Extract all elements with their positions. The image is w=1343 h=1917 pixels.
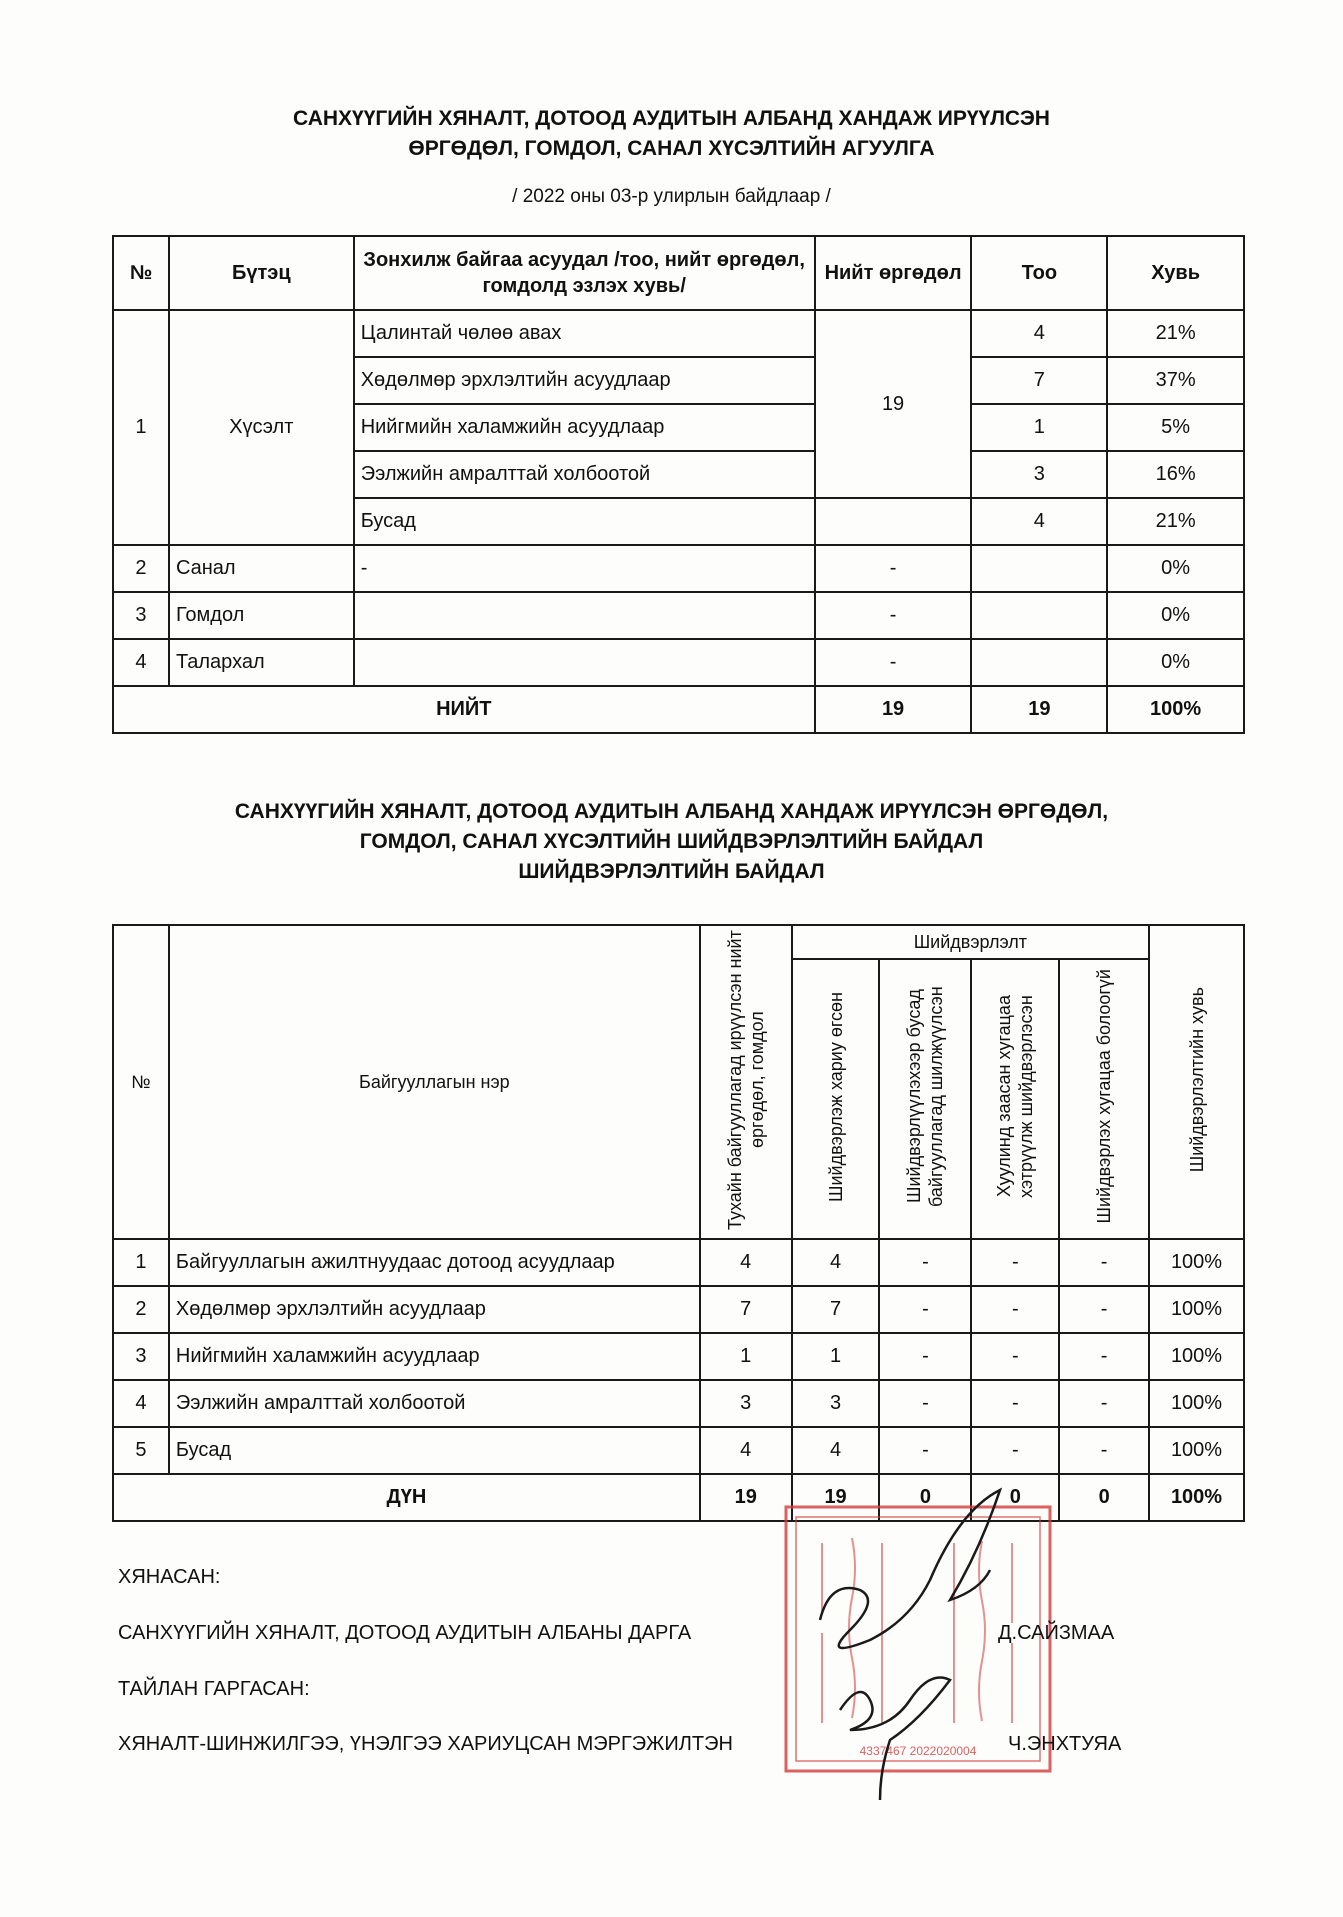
table1-count — [971, 592, 1107, 639]
report-title-2-line-3: ШИЙДВЭРЛЭЛТИЙН БАЙДАЛ — [518, 860, 825, 883]
table2-answered: 3 — [792, 1380, 880, 1427]
table2-header-rate: Шийдвэрлэлтийн хувь — [1149, 925, 1244, 1239]
table2-submitted: 4 — [700, 1239, 792, 1286]
table2-org: Ээлжийн амралттай холбоотой — [169, 1380, 700, 1427]
table1-count — [971, 545, 1107, 592]
table1-header-structure: Бүтэц — [169, 236, 354, 310]
stamp-number: 4337467 2022020004 — [859, 1744, 977, 1758]
table1-header-percent: Хувь — [1107, 236, 1244, 310]
table2-extended: - — [971, 1286, 1059, 1333]
report-title-2-line-2: ГОМДОЛ, САНАЛ ХҮСЭЛТИЙН ШИЙДВЭРЛЭЛТИЙН БАЙДАЛ — [359, 830, 984, 853]
table1-issue: Хөдөлмөр эрхлэлтийн асуудлаар — [354, 357, 815, 404]
table2-header-forwarded: Шийдвэрлүүлэхээр бусад байгууллагад шилжүүлсэн — [879, 959, 971, 1239]
table1-count — [971, 639, 1107, 686]
table1-no: 3 — [113, 592, 169, 639]
table1-percent: 21% — [1107, 498, 1244, 545]
table1-footer-count: 19 — [971, 686, 1107, 733]
table1-no: 4 — [113, 639, 169, 686]
table1-group-total: 19 — [815, 310, 972, 498]
table1-percent: 0% — [1107, 639, 1244, 686]
reviewed-label: ХЯНАСАН: — [118, 1566, 221, 1588]
table1-header-issue: Зонхилж байгаа асуудал /тоо, нийт өргөдөл, гомдолд эзлэх хувь/ — [354, 236, 815, 310]
table1-structure: Санал — [169, 545, 354, 592]
table2-answered: 4 — [792, 1239, 880, 1286]
table2-footer-extended: 0 — [971, 1474, 1059, 1521]
table1-count: 4 — [971, 310, 1107, 357]
table1-group-structure: Хүсэлт — [169, 310, 354, 545]
table1-issue — [354, 592, 815, 639]
table1-footer-row — [113, 686, 1244, 733]
table2-not-due: - — [1059, 1427, 1149, 1474]
table2-answered: 1 — [792, 1333, 880, 1380]
table1-total-empty — [815, 498, 972, 545]
table2-no: 4 — [113, 1380, 169, 1427]
report-title-1-line-1: САНХҮҮГИЙН ХЯНАЛТ, ДОТООД АУДИТЫН АЛБАНД ХАНДАЖ ИРҮҮЛСЭН — [293, 107, 1050, 130]
report-title-1 — [0, 104, 1343, 164]
table1-percent: 21% — [1107, 310, 1244, 357]
table2-rate: 100% — [1149, 1286, 1244, 1333]
table-row — [113, 1380, 1244, 1427]
table1-percent: 0% — [1107, 592, 1244, 639]
table-row — [113, 545, 1244, 592]
table2-not-due: - — [1059, 1380, 1149, 1427]
table2-forwarded: - — [879, 1239, 971, 1286]
table1-header-total: Нийт өргөдөл — [815, 236, 972, 310]
table1-percent: 37% — [1107, 357, 1244, 404]
table2-org: Хөдөлмөр эрхлэлтийн асуудлаар — [169, 1286, 700, 1333]
table2-footer-answered: 19 — [792, 1474, 880, 1521]
table2-submitted: 1 — [700, 1333, 792, 1380]
table2-extended: - — [971, 1380, 1059, 1427]
table1-structure: Талархал — [169, 639, 354, 686]
table2-answered: 7 — [792, 1286, 880, 1333]
table2-extended: - — [971, 1239, 1059, 1286]
table1-count: 1 — [971, 404, 1107, 451]
table1-footer-label: НИЙТ — [113, 686, 815, 733]
table1-group-no: 1 — [113, 310, 169, 545]
resolution-table — [112, 924, 1245, 1522]
table-row — [113, 1286, 1244, 1333]
table2-forwarded: - — [879, 1427, 971, 1474]
table2-submitted: 4 — [700, 1427, 792, 1474]
table2-answered: 4 — [792, 1427, 880, 1474]
table2-footer-label: ДҮН — [113, 1474, 700, 1521]
table2-header-org: Байгууллагын нэр — [169, 925, 700, 1239]
table2-footer-rate: 100% — [1149, 1474, 1244, 1521]
table1-total: - — [815, 545, 972, 592]
report-subtitle: / 2022 оны 03-р улирлын байдлаар / — [512, 186, 831, 207]
table2-rate: 100% — [1149, 1380, 1244, 1427]
table2-footer-forwarded: 0 — [879, 1474, 971, 1521]
preparer-position: ХЯНАЛТ-ШИНЖИЛГЭЭ, ҮНЭЛГЭЭ ХАРИУЦСАН МЭРГЭЖИЛТЭН — [118, 1733, 733, 1755]
report-title-2 — [0, 797, 1343, 887]
table1-issue: Бусад — [354, 498, 815, 545]
table2-org: Бусад — [169, 1427, 700, 1474]
table2-forwarded: - — [879, 1380, 971, 1427]
table2-footer-submitted: 19 — [700, 1474, 792, 1521]
table2-rate: 100% — [1149, 1333, 1244, 1380]
table1-header-count: Тоо — [971, 236, 1107, 310]
table2-not-due: - — [1059, 1286, 1149, 1333]
table2-org: Байгууллагын ажилтнуудаас дотоод асуудлаар — [169, 1239, 700, 1286]
table1-header-row — [113, 236, 1244, 310]
table-row — [113, 639, 1244, 686]
table1-issue — [354, 639, 815, 686]
table2-header-answered: Шийдвэрлэж хариу өгсөн — [792, 959, 880, 1239]
table2-rate: 100% — [1149, 1239, 1244, 1286]
table2-forwarded: - — [879, 1286, 971, 1333]
table2-header-resolution: Шийдвэрлэлт — [792, 925, 1149, 959]
prepared-label: ТАЙЛАН ГАРГАСАН: — [118, 1678, 310, 1700]
table2-header-row — [113, 925, 1244, 959]
table2-not-due: - — [1059, 1239, 1149, 1286]
table-row — [113, 1239, 1244, 1286]
table1-footer-total: 19 — [815, 686, 972, 733]
requests-content-table — [112, 235, 1245, 734]
table2-rate: 100% — [1149, 1427, 1244, 1474]
table2-no: 5 — [113, 1427, 169, 1474]
table1-structure: Гомдол — [169, 592, 354, 639]
table2-submitted: 3 — [700, 1380, 792, 1427]
table2-header-no: № — [113, 925, 169, 1239]
table1-percent: 0% — [1107, 545, 1244, 592]
table-row — [113, 592, 1244, 639]
table1-issue: Цалинтай чөлөө авах — [354, 310, 815, 357]
table-row — [113, 1333, 1244, 1380]
table1-total: - — [815, 639, 972, 686]
table1-count: 3 — [971, 451, 1107, 498]
table-row — [113, 1427, 1244, 1474]
table2-org: Нийгмийн халамжийн асуудлаар — [169, 1333, 700, 1380]
table2-header-submitted: Тухайн байгууллагад ирүүлсэн нийт өргөдөл, гомдол — [700, 925, 792, 1239]
table2-no: 2 — [113, 1286, 169, 1333]
table1-issue: - — [354, 545, 815, 592]
table1-no: 2 — [113, 545, 169, 592]
table1-header-no: № — [113, 236, 169, 310]
table2-header-not-due: Шийдвэрлэх хугацаа болоогүй — [1059, 959, 1149, 1239]
table1-percent: 16% — [1107, 451, 1244, 498]
table1-count: 7 — [971, 357, 1107, 404]
table2-header-extended: Хуулинд заасан хугацаа хэтрүүлж шийдвэрлэсэн — [971, 959, 1059, 1239]
table2-not-due: - — [1059, 1333, 1149, 1380]
table2-submitted: 7 — [700, 1286, 792, 1333]
table2-no: 3 — [113, 1333, 169, 1380]
table1-footer-percent: 100% — [1107, 686, 1244, 733]
report-title-1-line-2: ӨРГӨДӨЛ, ГОМДОЛ, САНАЛ ХҮСЭЛТИЙН АГУУЛГА — [408, 137, 935, 160]
table1-total: - — [815, 592, 972, 639]
table1-percent: 5% — [1107, 404, 1244, 451]
reviewer-position: САНХҮҮГИЙН ХЯНАЛТ, ДОТООД АУДИТЫН АЛБАНЫ ДАРГА — [118, 1622, 692, 1644]
table1-issue: Нийгмийн халамжийн асуудлаар — [354, 404, 815, 451]
table2-footer-row — [113, 1474, 1244, 1521]
preparer-name: Ч.ЭНХТУЯА — [1008, 1733, 1122, 1755]
table1-issue: Ээлжийн амралттай холбоотой — [354, 451, 815, 498]
reviewer-name: Д.САЙЗМАА — [998, 1622, 1115, 1644]
table2-no: 1 — [113, 1239, 169, 1286]
table2-forwarded: - — [879, 1333, 971, 1380]
table2-extended: - — [971, 1427, 1059, 1474]
table2-footer-not-due: 0 — [1059, 1474, 1149, 1521]
table1-count: 4 — [971, 498, 1107, 545]
table2-extended: - — [971, 1333, 1059, 1380]
table-row — [113, 310, 1244, 357]
report-title-2-line-1: САНХҮҮГИЙН ХЯНАЛТ, ДОТООД АУДИТЫН АЛБАНД ХАНДАЖ ИРҮҮЛСЭН ӨРГӨДӨЛ, — [234, 800, 1109, 823]
